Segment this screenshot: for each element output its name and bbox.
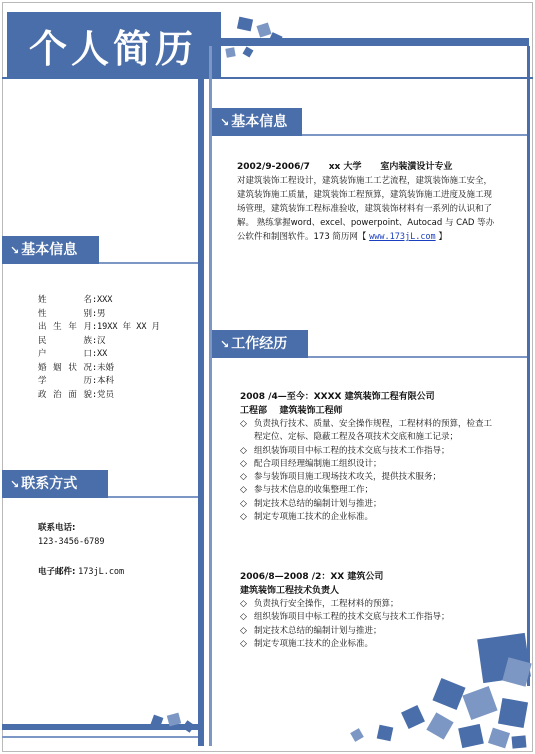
section-title: 联系方式	[21, 476, 78, 492]
job-role: 工程部 建筑装饰工程师	[240, 406, 343, 416]
duty-item: ◇ 组织装饰项目中标工程的技术交底与技术工作指导；	[240, 445, 498, 458]
basic-info-list	[38, 294, 188, 402]
section-underline	[308, 356, 527, 358]
bottom-divider	[2, 736, 198, 738]
info-row: 出生年月 : 19XX 年 XX 月	[38, 321, 188, 335]
email-label: 电子邮件:	[38, 567, 76, 577]
duty-item: ◇ 制定技术总结的编制计划与推进；	[240, 625, 498, 638]
education-block	[237, 160, 499, 244]
duty-list	[240, 598, 498, 651]
duty-item: ◇ 组织装饰项目中标工程的技术交底与技术工作指导；	[240, 611, 498, 624]
deco-square	[225, 47, 235, 57]
section-underline	[108, 496, 198, 498]
arrow-icon: ↘	[220, 116, 230, 129]
section-underline	[302, 134, 527, 136]
education-school: xx 大学	[328, 162, 362, 172]
section-title: 基本信息	[21, 242, 78, 258]
arrow-icon: ↘	[220, 338, 230, 351]
section-underline	[99, 262, 198, 264]
section-header-work	[212, 330, 308, 358]
section-title: 基本信息	[231, 114, 288, 130]
info-label: 民族	[38, 335, 92, 346]
education-suffix: 】	[438, 232, 447, 242]
job-role: 建筑装饰工程技术负责人	[240, 586, 340, 596]
job-heading: 2006/8—2008 /2：XX 建筑公司	[240, 572, 384, 582]
info-label: 婚姻状况	[38, 362, 92, 373]
vertical-divider	[198, 46, 204, 746]
phone-value: 123-3456-6789	[38, 536, 105, 547]
duty-list	[240, 418, 498, 524]
section-header-basic-info-left	[2, 236, 99, 264]
job-entry	[240, 570, 502, 651]
contact-block	[38, 522, 188, 580]
section-title: 工作经历	[231, 336, 288, 352]
info-row: 学历 : 本科	[38, 375, 188, 389]
duty-item: ◇ 负责执行安全操作，工程材料的预算；	[240, 598, 498, 611]
info-row: 姓名 : XXX	[38, 294, 188, 308]
education-heading	[237, 160, 499, 174]
title-banner	[7, 12, 221, 77]
info-value: 本科	[97, 376, 115, 386]
education-description	[237, 174, 495, 244]
duty-item: ◇ 参与技术信息的收集整理工作；	[240, 484, 498, 497]
email-value: 173jL.com	[78, 567, 125, 577]
info-row: 性别 : 男	[38, 308, 188, 322]
arrow-icon: ↘	[10, 244, 20, 257]
info-value: 汉	[97, 335, 106, 346]
deco-square	[498, 698, 528, 728]
section-header-contact	[2, 470, 108, 498]
info-label: 性别	[38, 308, 92, 319]
top-divider	[2, 77, 533, 79]
duty-item: ◇ 参与装饰项目施工现场技术攻关，提供技术服务；	[240, 471, 498, 484]
info-row: 民族 : 汉	[38, 335, 188, 349]
info-value: XX	[97, 349, 108, 359]
deco-square	[377, 725, 394, 742]
deco-square	[512, 735, 527, 748]
info-row: 户口 : XX	[38, 348, 188, 362]
deco-square	[237, 17, 253, 32]
info-row: 婚姻状况 : 未婚	[38, 362, 188, 376]
section-header-basic-info-right	[212, 108, 302, 136]
job-entry	[240, 390, 502, 524]
info-label: 姓名	[38, 295, 92, 305]
info-value: 男	[97, 308, 106, 319]
info-label: 户口	[38, 349, 92, 359]
info-value: 19XX 年 XX 月	[97, 322, 161, 332]
vertical-divider-thin	[209, 46, 212, 746]
info-value: XXX	[97, 295, 113, 305]
info-value: 未婚	[97, 362, 115, 373]
duty-item: ◇ 制定技术总结的编制计划与推进；	[240, 498, 498, 511]
duty-item: ◇ 制定专项施工技术的企业标准。	[240, 638, 498, 651]
job-heading: 2008 /4—至今：XXXX 建筑装饰工程有限公司	[240, 392, 435, 402]
website-link[interactable]: www.173jL.com	[369, 232, 436, 242]
info-label: 学历	[38, 376, 92, 386]
info-label: 出生年月	[38, 322, 92, 332]
info-value: 党员	[97, 389, 115, 400]
top-bar	[221, 38, 529, 46]
info-label: 政治面貌	[38, 389, 92, 400]
education-major: 室内装潢设计专业	[380, 162, 453, 172]
right-edge-bar	[527, 46, 530, 686]
duty-item: ◇ 制定专项施工技术的企业标准。	[240, 511, 498, 524]
info-row: 政治面貌 : 党员	[38, 389, 188, 403]
education-text: 对建筑装饰工程设计，建筑装饰施工工艺流程，建筑装饰施工安全，建筑装饰施工质量，建筑装饰工程预算，建筑装饰施工进度及施工现场管理，建筑装饰工程标准验收，建筑装饰材料有一系列的认识和了解。 熟练掌握word、excel、powerpoint、Autocad 与 CAD 等办公软件和制图软件。173 简历网【	[237, 176, 495, 242]
duty-item: ◇ 配合项目经理编制施工组织设计；	[240, 458, 498, 471]
phone-label: 联系电话:	[38, 523, 76, 533]
duty-item: ◇ 负责执行技术、质量、安全操作规程，工程材料的预算，检查工程定位、定标、隐蔽工程及各项技术交底和施工记录；	[240, 418, 498, 445]
arrow-icon: ↘	[10, 478, 20, 491]
page-title: 个人简历	[29, 26, 198, 71]
education-period: 2002/9-2006/7	[237, 162, 310, 172]
